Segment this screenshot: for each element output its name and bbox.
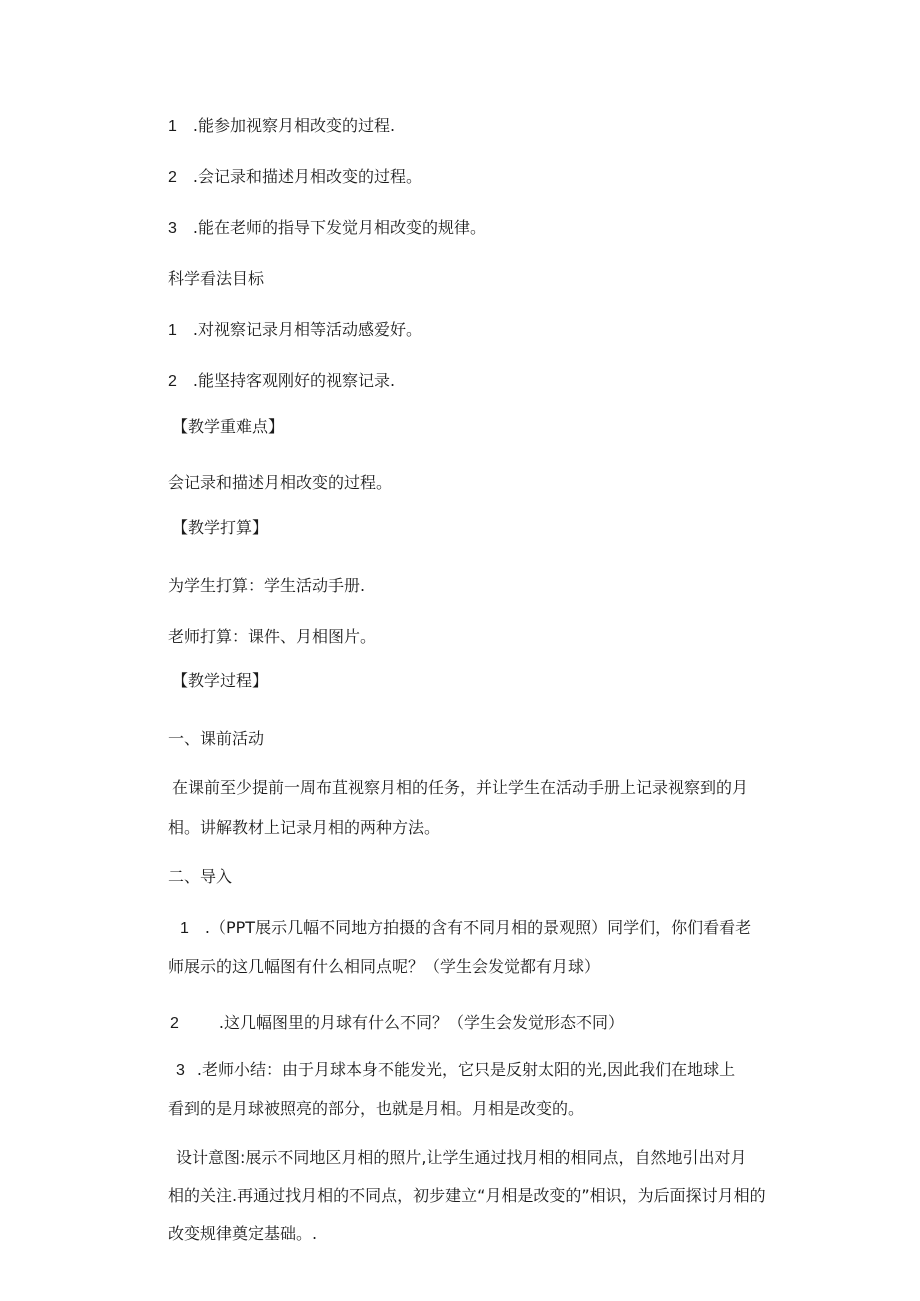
list-number: 1 bbox=[168, 322, 177, 339]
intro-item-3-line2: 看到的是月球被照亮的部分，也就是月相。月相是改变的。 bbox=[168, 1099, 585, 1118]
skill-goal-3 bbox=[168, 217, 486, 240]
skill-goal-2 bbox=[168, 166, 422, 189]
list-item-text: .能在老师的指导下发觉月相改变的规律。 bbox=[192, 218, 486, 237]
design-intent-line2: 相的关注.再通过找月相的不同点，初步建立“月相是改变的”相识，为后面探讨月相的 bbox=[168, 1186, 766, 1205]
intro-item-3-line1 bbox=[176, 1059, 735, 1082]
list-number: 3 bbox=[176, 1062, 185, 1079]
list-item-text: .（PPT展示几幅不同地方拍摄的含有不同月相的景观照）同学们，你们看看老 bbox=[204, 918, 752, 937]
preparation-teacher: 老师打算：课件、月相图片。 bbox=[168, 627, 377, 646]
attitude-goal-1 bbox=[168, 319, 422, 342]
attitude-goals-heading: 科学看法目标 bbox=[168, 269, 265, 288]
preparation-student: 为学生打算：学生活动手册. bbox=[168, 576, 366, 595]
design-intent-line1: 设计意图:展示不同地区月相的照片,让学生通过找月相的相同点，自然地引出对月 bbox=[176, 1148, 747, 1167]
list-item-text: .会记录和描述月相改变的过程。 bbox=[192, 167, 422, 186]
skill-goal-1 bbox=[168, 115, 395, 138]
list-number: 3 bbox=[168, 220, 177, 237]
list-number: 1 bbox=[180, 920, 189, 937]
list-item-text: .能参加视察月相改变的过程. bbox=[192, 116, 396, 135]
list-item-text: .这几幅图里的月球有什么不同？（学生会发觉形态不同） bbox=[218, 1013, 624, 1032]
design-intent-line3: 改变规律奠定基础。. bbox=[168, 1224, 318, 1243]
list-number: 1 bbox=[168, 118, 177, 135]
list-item-text: .老师小结：由于月球本身不能发光，它只是反射太阳的光,因此我们在地球上 bbox=[196, 1060, 736, 1079]
list-number: 2 bbox=[168, 373, 177, 390]
key-points-text: 会记录和描述月相改变的过程。 bbox=[168, 473, 393, 492]
section1-title: 一、课前活动 bbox=[168, 729, 265, 748]
attitude-goal-2 bbox=[168, 370, 395, 393]
key-points-heading: 【教学重难点】 bbox=[172, 417, 285, 436]
intro-item-2 bbox=[170, 1012, 624, 1035]
section1-paragraph-line2: 相。讲解教材上记录月相的两种方法。 bbox=[168, 818, 441, 837]
list-item-text: .对视察记录月相等活动感爱好。 bbox=[192, 320, 422, 339]
list-number: 2 bbox=[168, 169, 177, 186]
process-heading: 【教学过程】 bbox=[172, 671, 269, 690]
list-item-text: .能坚持客观刚好的视察记录. bbox=[192, 371, 396, 390]
intro-item-1-line2: 师展示的这几幅图有什么相同点呢？（学生会发觉都有月球） bbox=[168, 957, 601, 976]
section2-title: 二、导入 bbox=[168, 867, 233, 886]
list-number: 2 bbox=[170, 1015, 179, 1032]
intro-item-1-line1 bbox=[180, 917, 751, 940]
section1-paragraph-line1: 在课前至少提前一周布苴视察月相的任务，并让学生在活动手册上记录视察到的月 bbox=[172, 778, 749, 797]
preparation-heading: 【教学打算】 bbox=[172, 518, 269, 537]
